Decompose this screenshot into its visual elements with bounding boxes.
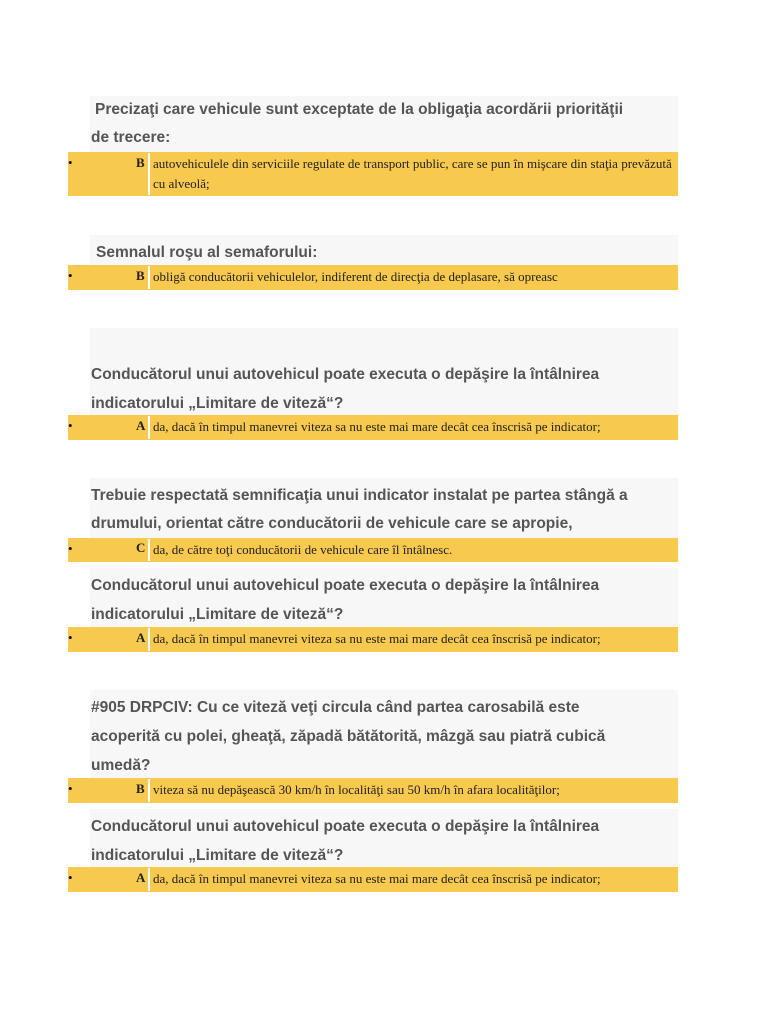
answer-text: da, dacă în timpul manevrei viteza sa nu este mai mare decât cea înscrisă pe indicator; <box>153 871 601 886</box>
question-7-line-2: indicatorului „Limitare de viteză“? <box>91 847 344 864</box>
question-1 <box>90 96 678 152</box>
question-6 <box>90 690 678 778</box>
answer-row-5 <box>68 627 678 652</box>
question-7 <box>90 809 678 867</box>
question-5 <box>90 568 678 627</box>
answer-row-1 <box>68 152 678 196</box>
question-1-line-1: Precizaţi care vehicule sunt exceptate de la obligaţia acordării priorităţii <box>95 101 624 118</box>
separator <box>148 416 150 439</box>
question-4-line-2: drumului, orientat către conducătorii de vehicule care se apropie, <box>91 515 573 532</box>
bullet-icon: • <box>68 630 73 645</box>
separator <box>148 539 150 561</box>
bullet-icon: • <box>68 781 73 796</box>
question-3 <box>90 328 678 415</box>
separator <box>148 868 150 891</box>
answer-row-3 <box>68 415 678 440</box>
question-4 <box>90 478 678 538</box>
answer-row-7 <box>68 867 678 892</box>
answer-text: da, de către toţi conducătorii de vehicule care îl întâlnesc. <box>153 542 453 557</box>
question-2 <box>90 235 678 265</box>
answer-letter: B <box>136 781 145 796</box>
question-5-line-2: indicatorului „Limitare de viteză“? <box>91 606 344 623</box>
answer-letter: A <box>136 630 146 645</box>
bullet-icon: • <box>68 268 73 283</box>
question-6-line-3: umedă? <box>91 757 151 774</box>
bullet-icon: • <box>68 541 73 556</box>
answer-text: da, dacă în timpul manevrei viteza sa nu este mai mare decât cea înscrisă pe indicator; <box>153 631 601 646</box>
question-text: Semnalul roşu al semaforului: <box>96 244 318 261</box>
question-6-line-1: #905 DRPCIV: Cu ce viteză veţi circula când partea carosabilă este <box>91 699 580 716</box>
bullet-icon: • <box>68 418 73 433</box>
answer-letter: A <box>136 418 146 433</box>
answer-row-6 <box>68 778 678 803</box>
answer-letter: B <box>136 268 145 283</box>
answer-letter: A <box>136 870 146 885</box>
bullet-icon: • <box>68 870 73 885</box>
bullet-icon: • <box>68 155 73 170</box>
answer-text: obligă conducătorii vehiculelor, indiferent de direcţia de deplasare, să opreasc <box>153 269 558 284</box>
answer-letter: B <box>136 155 145 170</box>
question-4-line-1: Trebuie respectată semnificaţia unui indicator instalat pe partea stângă a <box>91 487 628 504</box>
answer-letter: C <box>136 540 146 555</box>
separator <box>148 153 150 195</box>
question-7-line-1: Conducătorul unui autovehicul poate executa o depăşire la întâlnirea <box>91 818 600 835</box>
answer-text: viteza să nu depăşească 30 km/h în localităţi sau 50 km/h în afara localităţilor; <box>153 782 560 797</box>
question-1-line-2: de trecere: <box>91 129 171 146</box>
answer-text: da, dacă în timpul manevrei viteza sa nu este mai mare decât cea înscrisă pe indicator; <box>153 419 601 434</box>
separator <box>148 628 150 651</box>
separator <box>148 779 150 802</box>
question-3-line-2: indicatorului „Limitare de viteză“? <box>91 395 344 412</box>
answer-text: autovehiculele din serviciile regulate de transport public, care se pun în mişcare din staţia prevăzută cu alveolă; <box>153 156 672 191</box>
separator <box>148 266 150 289</box>
question-6-line-2: acoperită cu polei, gheaţă, zăpadă bătătorită, mâzgă sau piatră cubică <box>91 728 606 745</box>
question-5-line-1: Conducătorul unui autovehicul poate executa o depăşire la întâlnirea <box>91 577 600 594</box>
answer-row-4 <box>68 538 678 562</box>
answer-row-2 <box>68 265 678 290</box>
question-3-line-1: Conducătorul unui autovehicul poate executa o depăşire la întâlnirea <box>91 366 600 383</box>
